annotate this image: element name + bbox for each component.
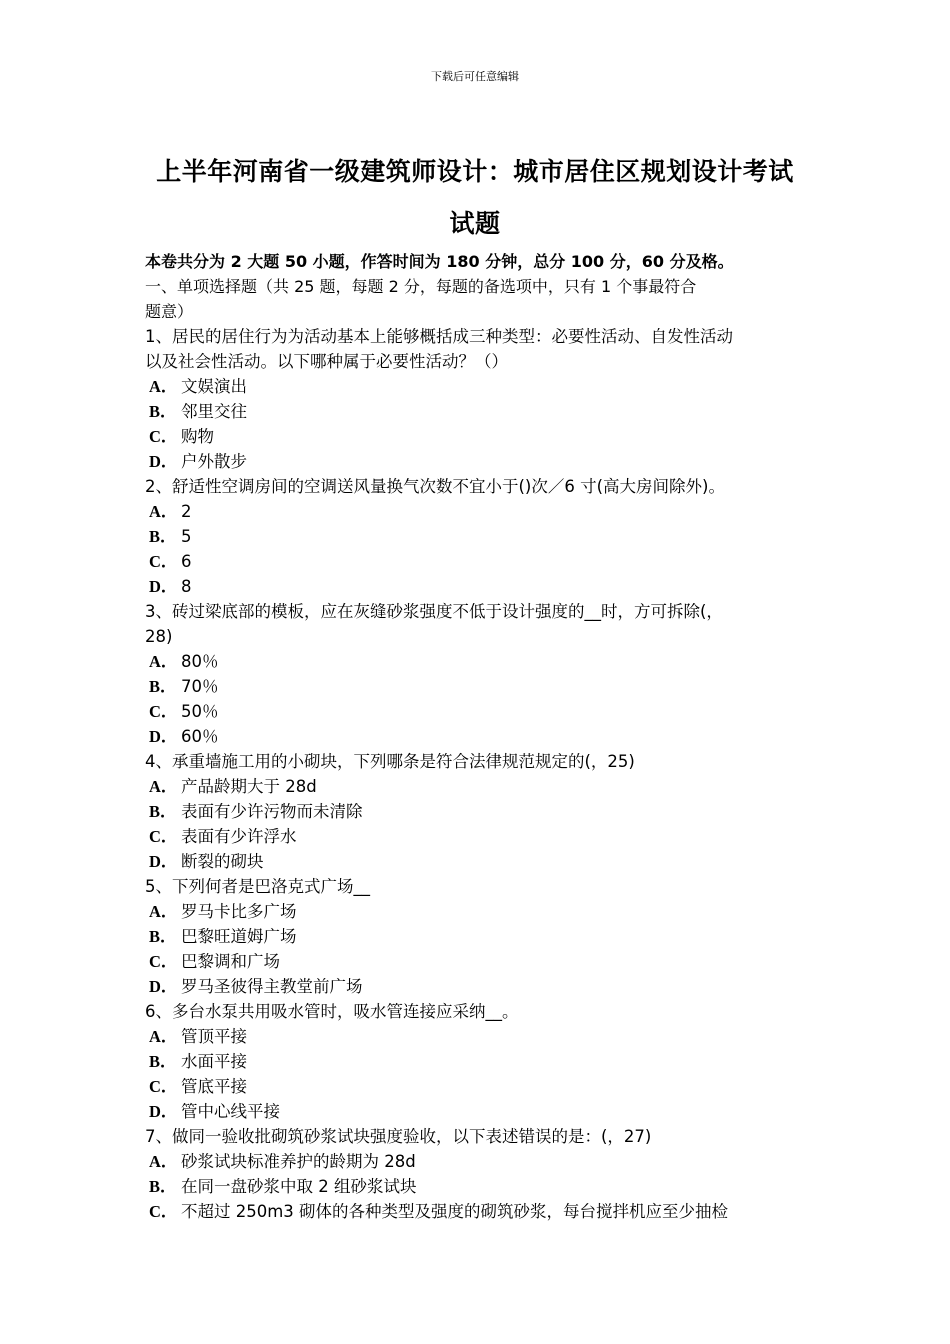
option-text: 表面有少许浮水 bbox=[181, 827, 297, 846]
answer-option bbox=[145, 924, 820, 949]
option-letter: D． bbox=[149, 852, 178, 871]
answer-option bbox=[145, 949, 820, 974]
option-letter: B． bbox=[149, 1052, 177, 1071]
option-text: 70％ bbox=[181, 677, 219, 696]
question-block bbox=[145, 874, 820, 999]
option-text: 罗马圣彼得主教堂前广场 bbox=[181, 977, 363, 996]
option-letter: D． bbox=[149, 727, 178, 746]
answer-option bbox=[145, 524, 820, 549]
header-note: 下载后可任意编辑 bbox=[431, 70, 519, 83]
option-text: 8 bbox=[181, 577, 192, 596]
document-title-line-1: 上半年河南省一级建筑师设计：城市居住区规划设计考试 bbox=[156, 157, 794, 186]
option-letter: A． bbox=[149, 777, 178, 796]
question-text-line: 3、砖过梁底部的模板，应在灰缝砂浆强度不低于设计强度的__时，方可拆除(， bbox=[145, 602, 723, 621]
answer-option bbox=[145, 649, 820, 674]
answer-option bbox=[145, 1199, 820, 1224]
answer-option bbox=[145, 974, 820, 999]
question-block bbox=[145, 999, 820, 1124]
option-text: 5 bbox=[181, 527, 192, 546]
question-text-line: 4、承重墙施工用的小砌块，下列哪条是符合法律规范规定的(，25) bbox=[145, 752, 635, 771]
option-letter: B． bbox=[149, 802, 177, 821]
answer-option bbox=[145, 399, 820, 424]
answer-option bbox=[145, 824, 820, 849]
document-title-line-2: 试题 bbox=[449, 209, 501, 238]
answer-option bbox=[145, 674, 820, 699]
answer-option bbox=[145, 1049, 820, 1074]
option-letter: B． bbox=[149, 527, 177, 546]
option-text: 户外散步 bbox=[181, 452, 247, 471]
option-text: 80％ bbox=[181, 652, 219, 671]
question-text-line: 28) bbox=[145, 627, 173, 646]
answer-option bbox=[145, 774, 820, 799]
option-letter: C． bbox=[149, 827, 178, 846]
section-heading-line-2: 题意） bbox=[145, 302, 194, 321]
answer-option bbox=[145, 424, 820, 449]
question-list bbox=[145, 324, 820, 1224]
option-text: 购物 bbox=[181, 427, 214, 446]
section-heading-line-1: 一、单项选择题（共 25 题，每题 2 分，每题的备选项中，只有 1 个事最符合 bbox=[145, 277, 697, 296]
answer-option bbox=[145, 549, 820, 574]
answer-option bbox=[145, 449, 820, 474]
answer-option bbox=[145, 1149, 820, 1174]
answer-option bbox=[145, 724, 820, 749]
question-text-line: 以及社会性活动。以下哪种属于必要性活动？（） bbox=[145, 352, 508, 371]
option-text: 管底平接 bbox=[181, 1077, 247, 1096]
option-letter: A． bbox=[149, 502, 178, 521]
answer-option bbox=[145, 899, 820, 924]
option-letter: D． bbox=[149, 577, 178, 596]
option-letter: B． bbox=[149, 402, 177, 421]
option-text: 砂浆试块标准养护的龄期为 28d bbox=[181, 1152, 416, 1171]
answer-option bbox=[145, 574, 820, 599]
option-letter: C． bbox=[149, 552, 178, 571]
option-text: 巴黎调和广场 bbox=[181, 952, 280, 971]
question-block bbox=[145, 599, 820, 749]
option-text: 产品龄期大于 28d bbox=[181, 777, 317, 796]
option-letter: A． bbox=[149, 1152, 178, 1171]
option-letter: D． bbox=[149, 452, 178, 471]
option-text: 罗马卡比多广场 bbox=[181, 902, 297, 921]
question-block bbox=[145, 324, 820, 474]
option-text: 水面平接 bbox=[181, 1052, 247, 1071]
option-text: 管顶平接 bbox=[181, 1027, 247, 1046]
option-text: 在同一盘砂浆中取 2 组砂浆试块 bbox=[181, 1177, 417, 1196]
answer-option bbox=[145, 699, 820, 724]
question-block bbox=[145, 1124, 820, 1224]
answer-option bbox=[145, 1024, 820, 1049]
question-text-line: 1、居民的居住行为为活动基本上能够概括成三种类型：必要性活动、自发性活动 bbox=[145, 327, 733, 346]
answer-option bbox=[145, 374, 820, 399]
answer-option bbox=[145, 1074, 820, 1099]
option-letter: B． bbox=[149, 1177, 177, 1196]
option-letter: D． bbox=[149, 977, 178, 996]
option-letter: C． bbox=[149, 1077, 178, 1096]
option-text: 50％ bbox=[181, 702, 219, 721]
question-text-line: 6、多台水泵共用吸水管时，吸水管连接应采纳__。 bbox=[145, 1002, 519, 1021]
option-letter: D． bbox=[149, 1102, 178, 1121]
question-block bbox=[145, 474, 820, 599]
question-text-line: 5、下列何者是巴洛克式广场__ bbox=[145, 877, 370, 896]
question-text-line: 7、做同一验收批砌筑砂浆试块强度验收，以下表述错误的是：(，27) bbox=[145, 1127, 652, 1146]
option-letter: B． bbox=[149, 677, 177, 696]
option-text: 巴黎旺道姆广场 bbox=[181, 927, 297, 946]
option-letter: C． bbox=[149, 952, 178, 971]
question-text-line: 2、舒适性空调房间的空调送风量换气次数不宜小于()次／6 寸(高大房间除外)。 bbox=[145, 477, 725, 496]
exam-intro: 本卷共分为 2 大题 50 小题，作答时间为 180 分钟，总分 100 分，60 分及格。 bbox=[145, 252, 734, 271]
option-text: 文娱演出 bbox=[181, 377, 247, 396]
option-text: 断裂的砌块 bbox=[181, 852, 264, 871]
option-letter: B． bbox=[149, 927, 177, 946]
option-text: 管中心线平接 bbox=[181, 1102, 280, 1121]
option-text: 不超过 250m3 砌体的各种类型及强度的砌筑砂浆，每台搅拌机应至少抽检 bbox=[181, 1202, 729, 1221]
option-letter: A． bbox=[149, 902, 178, 921]
option-letter: A． bbox=[149, 1027, 178, 1046]
option-text: 6 bbox=[181, 552, 192, 571]
option-letter: C． bbox=[149, 427, 178, 446]
answer-option bbox=[145, 499, 820, 524]
answer-option bbox=[145, 849, 820, 874]
option-letter: A． bbox=[149, 377, 178, 396]
option-letter: A． bbox=[149, 652, 178, 671]
option-text: 表面有少许污物而未清除 bbox=[181, 802, 363, 821]
question-block bbox=[145, 749, 820, 874]
option-letter: C． bbox=[149, 702, 178, 721]
option-letter: C． bbox=[149, 1202, 178, 1221]
document-body bbox=[145, 249, 820, 1224]
option-text: 2 bbox=[181, 502, 192, 521]
option-text: 邻里交往 bbox=[181, 402, 247, 421]
answer-option bbox=[145, 1099, 820, 1124]
answer-option bbox=[145, 799, 820, 824]
answer-option bbox=[145, 1174, 820, 1199]
option-text: 60％ bbox=[181, 727, 219, 746]
